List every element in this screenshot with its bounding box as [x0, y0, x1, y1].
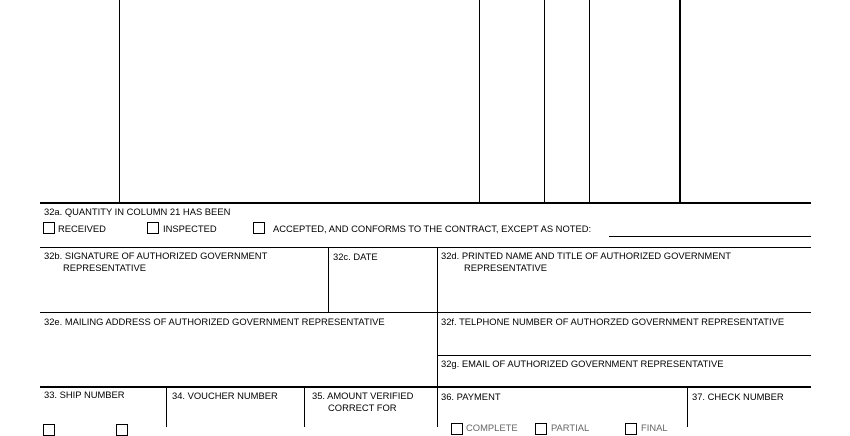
table-column-divider	[544, 0, 545, 203]
payment-final-label: FINAL	[641, 422, 668, 433]
column-divider	[304, 386, 305, 427]
column-divider	[328, 247, 329, 313]
date-label: 32c. DATE	[333, 251, 378, 262]
row-divider	[437, 355, 811, 356]
column-divider	[437, 247, 438, 387]
email-label: 32g. EMAIL OF AUTHORIZED GOVERNMENT REPRESENTATIVE	[441, 358, 724, 369]
signature-label-cont: REPRESENTATIVE	[63, 262, 146, 273]
table-column-divider	[589, 0, 590, 203]
column-divider	[437, 386, 438, 427]
telephone-label: 32f. TELPHONE NUMBER OF AUTHORZED GOVERNMENT REPRESENTATIVE	[441, 316, 785, 327]
payment-complete-label: COMPLETE	[466, 422, 518, 433]
received-label: RECEIVED	[58, 223, 106, 234]
ship-number-label: 33. SHIP NUMBER	[44, 389, 125, 400]
payment-label: 36. PAYMENT	[441, 391, 501, 402]
table-column-divider	[479, 0, 480, 203]
row-divider	[40, 312, 811, 313]
voucher-number-label: 34. VOUCHER NUMBER	[172, 390, 278, 401]
column-divider	[687, 386, 688, 427]
row-divider	[40, 386, 811, 388]
inspected-checkbox[interactable]	[147, 222, 159, 234]
payment-partial-label: PARTIAL	[551, 422, 590, 433]
payment-final-checkbox[interactable]	[625, 423, 637, 435]
signature-label: 32b. SIGNATURE OF AUTHORIZED GOVERNMENT	[44, 250, 268, 261]
mailing-address-label: 32e. MAILING ADDRESS OF AUTHORIZED GOVERNMENT REPRESENTATIVE	[44, 316, 385, 327]
table-bottom-border	[40, 202, 811, 204]
accepted-label: ACCEPTED, AND CONFORMS TO THE CONTRACT, EXCEPT AS NOTED:	[273, 223, 592, 234]
quantity-received-label: 32a. QUANTITY IN COLUMN 21 HAS BEEN	[44, 206, 231, 217]
inspected-label: INSPECTED	[163, 223, 217, 234]
table-column-divider	[679, 0, 681, 203]
payment-partial-checkbox[interactable]	[535, 423, 547, 435]
exceptions-entry-line[interactable]	[609, 236, 811, 237]
accepted-checkbox[interactable]	[253, 222, 265, 234]
printed-name-label: 32d. PRINTED NAME AND TITLE OF AUTHORIZED GOVERNMENT	[441, 250, 731, 261]
ship-final-checkbox[interactable]	[116, 424, 128, 436]
column-divider	[166, 386, 167, 427]
table-column-divider	[119, 0, 120, 203]
printed-name-label-cont: REPRESENTATIVE	[464, 262, 547, 273]
payment-complete-checkbox[interactable]	[451, 423, 463, 435]
amount-verified-label-cont: CORRECT FOR	[328, 402, 397, 413]
check-number-label: 37. CHECK NUMBER	[692, 391, 784, 402]
received-checkbox[interactable]	[43, 222, 55, 234]
amount-verified-label: 35. AMOUNT VERIFIED	[312, 390, 414, 401]
row-divider	[40, 247, 811, 248]
ship-partial-checkbox[interactable]	[43, 424, 55, 436]
